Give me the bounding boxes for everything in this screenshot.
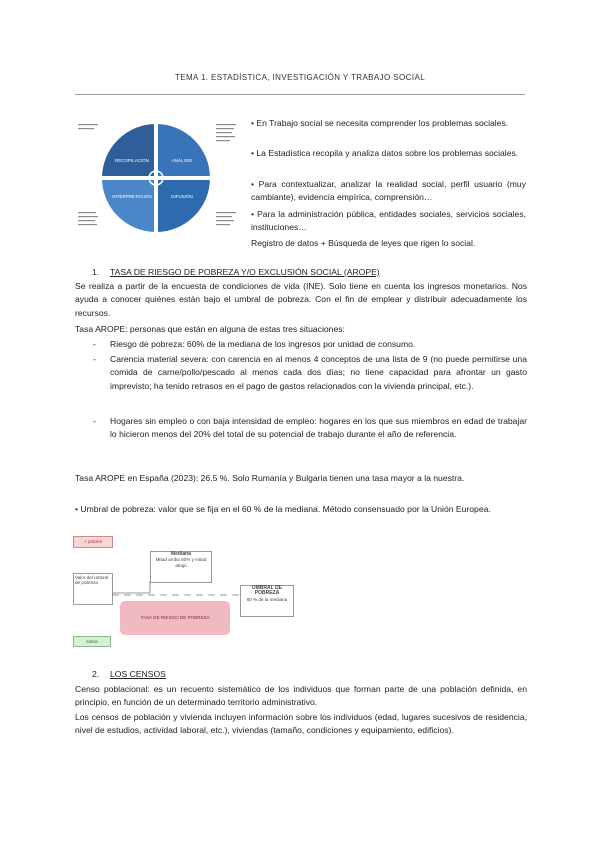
census-contents: Los censos de población y vivienda incluyen información sobre los individuos (edad, lugares sucesivos de residencia, nivel de estudios, actividad laboral, etc.), viviendas (tamaño, condiciones y equipamiento, edificios).: [75, 712, 527, 736]
section1-number: 1.: [92, 267, 100, 277]
arope-definition: Tasa AROPE: personas que están en alguna de estas tres situaciones:: [75, 324, 345, 334]
census-definition: Censo poblacional: es un recuento sistemático de los individuos que forman parte de una población definida, en principio, en función de un determinado territorio administrativo.: [75, 684, 527, 708]
list-dash-3: -: [93, 416, 96, 426]
section1-title: TASA DE RIESGO DE POBREZA Y/O EXCLUSIÓN SOCIAL (AROPE): [110, 267, 380, 277]
intro-bullet-4: • Para la administración pública, entidades sociales, servicios sociales, instituciones…: [251, 209, 526, 233]
tag-bottom: sobra: [73, 636, 111, 647]
intro-bullet-3: • Para contextualizar, analizar la realidad social, perfil usuario (muy cambiante), evidencia empírica, comprensión…: [251, 179, 526, 203]
median-box: [150, 551, 212, 583]
quadrant-label-difusion: DIFUSIÓN: [171, 194, 193, 199]
threshold-box-sub: 60 % de la mediana: [246, 596, 288, 602]
spain-arope-rate: Tasa AROPE en España (2023): 26.5 %. Solo Rumanía y Bulgaria tienen una tasa mayor a la nuestra.: [75, 473, 465, 483]
threshold-box-title: UMBRAL DE POBREZA: [252, 585, 282, 597]
section2-title: LOS CENSOS: [110, 669, 166, 679]
intro-bullet-1: • En Trabajo social se necesita comprender los problemas sociales.: [251, 118, 509, 128]
quadrant-label-recopilacion: RECOPILACIÓN: [114, 158, 149, 163]
poverty-threshold-definition: • Umbral de pobreza: valor que se fija en el 60 % de la mediana. Método consensuado por la Unión Europea.: [75, 504, 491, 514]
section2-number: 2.: [92, 669, 100, 679]
list-dash-1: -: [93, 339, 96, 349]
intro-closing: Registro de datos + Búsqueda de leyes que rigen lo social.: [251, 238, 476, 248]
median-title: Mediana: [170, 551, 191, 557]
tag-more-poor: + pobres: [73, 536, 113, 548]
median-connector: [112, 581, 152, 595]
poverty-threshold-box: [240, 585, 294, 617]
risk-rate-box: TASA DE RIESGO DE POBREZA: [120, 601, 230, 635]
section1-intro: Se realiza a partir de la encuesta de condiciones de vida (INE). Solo tiene en cuenta los ingresos monetarios. Nos ayuda a conocer quiénes están bajo el umbral de pobreza. Con el fin de emplear y distribuir adecuadamente los recursos.: [75, 281, 527, 318]
arope-item-poverty-risk: Riesgo de pobreza: 60% de la mediana de los ingresos por unidad de consumo.: [110, 339, 416, 349]
intro-bullet-2: • La Estadística recopila y analiza datos sobre los problemas sociales.: [251, 148, 519, 158]
arope-item-low-work-intensity: Hogares sin empleo o con baja intensidad de empleo: hogares en los que sus miembros en edad de trabajar lo hicieron menos del 20% del total de su potencial de trabajo durante el año de referencia.: [110, 416, 527, 440]
header-divider: [75, 94, 525, 95]
cycle-diagram-graphic: [78, 112, 240, 244]
arope-item-material-deprivation: Carencia material severa: con carencia en al menos 4 conceptos de una lista de 9 (no puede permitirse una comida de carne/pollo/pescado al menos cada dos días; no tiene capacidad para afrontar un gasto imprevisto; ha tenido retrasos en el pago de gastos relacionados con la vivienda principal, etc.).: [110, 354, 527, 391]
statistics-cycle-diagram: [78, 112, 240, 244]
page-header: TEMA 1. ESTADÍSTICA, INVESTIGACIÓN Y TRABAJO SOCIAL: [174, 73, 426, 82]
quadrant-label-analisis: ANÁLISIS: [171, 158, 193, 163]
quadrant-label-interpretacion: INTERPRETACIÓN: [112, 194, 152, 199]
list-dash-2: -: [93, 354, 96, 364]
threshold-value-box: Valor del umbral de pobreza: [73, 573, 113, 605]
median-subtitle: Mitad arriba 50% y mitad abajo: [155, 557, 207, 568]
